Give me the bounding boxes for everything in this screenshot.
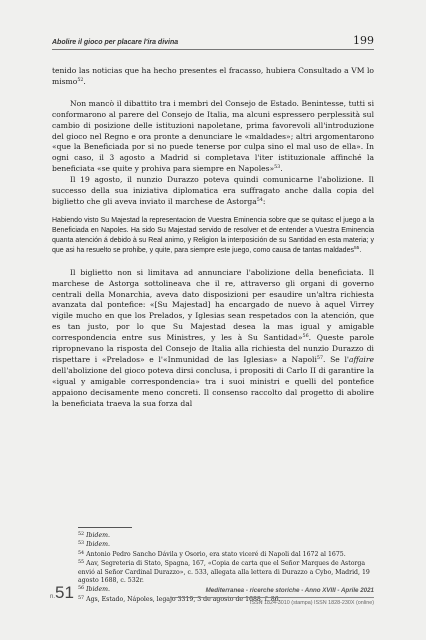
footnote: $^{55}$ Aav, Segreteria di Stato, Spagna, 167, «Copia de carta que el Señor Marques de Astorga envió al Señor Cardinal Durazzo», c. 533, allegata alla lettera di Durazzo a Cybo, Madrid, 19 agosto 1688, c. 532r.: [78, 560, 370, 585]
body-text: [52, 66, 374, 409]
running-head: [52, 34, 374, 47]
footnote-ref-57[interactable]: 57: [316, 355, 324, 361]
footnote-ref-54[interactable]: 54: [256, 197, 263, 203]
folio-prefix: n.: [50, 594, 56, 600]
footnote-ref-56[interactable]: 56: [302, 334, 309, 340]
footnote-ref-53[interactable]: 53: [274, 165, 281, 171]
journal-line: Mediterranea - ricerche storiche - Anno XVIII - Aprile 2021: [205, 587, 374, 594]
issue-number: 51: [55, 583, 74, 602]
issue-folio: [50, 583, 74, 603]
footnote: $^{57}$ Ags, Estado, Nápoles, legajo 3319, 3 de agosto de 1688, f. 86.: [78, 595, 281, 603]
paragraph-3: Il 19 agosto, il nunzio Durazzo poteva quindi comunicarne l'abolizione. Il successo della sua iniziativa diplomatica era suffragato anche dalla copia del biglietto che gli aveva inviato il marchese de Astorga$^{54}$:: [52, 175, 374, 206]
footer-rule: [170, 597, 374, 598]
footnote: $^{56}$ Ibidem.: [78, 586, 110, 594]
footnote-ref-55[interactable]: 55: [353, 246, 360, 252]
footnote: $^{54}$ Antonio Pedro Sancho Dávila y Osorio, era stato viceré di Napoli dal 1672 al 1675.: [78, 550, 346, 558]
footnote-rule: [78, 527, 132, 528]
paragraph-2: Non mancò il dibattito tra i membri del Consejo de Estado. Benintesse, tutti si conformarono al parere del Consejo de Italia, ma alcuni espressero perplessità sul cambio di posizione delle istituzioni napoletane, prima favorevoli all'introduzione del gioco nel Regno e ora pronte a denunciare le «maldades»; altri argomentarono «que la Beneficiada por si no puede tenerse por culpa sino el mal uso de ella». In ogni caso, il 3 agosto a Madrid si completava l'iter istituzionale affinché la beneficiata «se quite y prohiva para siempre en Napoles»$^{53}$.: [52, 98, 374, 174]
issn-line: ISSN 1824-3010 (stampa) ISSN 1828-230X (online): [249, 600, 374, 606]
running-title: Abolire il gioco per placare l'ira divina: [52, 39, 179, 46]
header-rule: [52, 49, 374, 50]
footnote: $^{52}$ Ibidem.: [78, 532, 110, 539]
paragraph-4: Il biglietto non si limitava ad annunciare l'abolizione della beneficiata. Il marchese de Astorga sottolineava che il re, attraverso gli organi di governo centrali della Monarchia, aveva dato disposizioni per esaudire un'altra richiesta avanzata dal pontefice: «[Su Majestad] ha encargado de nuevo à aquel Virrey vigile mucho en que los Prelados, y Iglesias sean respetados con la atención, que es tan justo, por lo que Su Majestad desea la mas igual y amigable correspondencia entre sus Ministres, y les à Su Santidad»$^{56}$. Queste parole ripropnevano la risposta del Consejo de Italia alla richiesta del nunzio Durazzo di rispettare i «Prelados» e l'«Inmunidad de las Iglesias» a Napoli$^{57}$. Se l'affaire dell'abolizione del gioco poteva dirsi conclusa, i propositi di Carlo II di garantire la «igual y amigable correspondencia» tra i suoi ministri e quelli del pontefice appaiono decisamente meno concreti. Il consenso raccolto dal progetto di abolire la beneficiata traeva la sua forza dal: [52, 267, 374, 408]
paragraph-1: tenido las noticias que ha hecho presentes el fracasso, hubiera Consultado a VM lo mismo$^{52}$.: [52, 66, 374, 86]
footnote-ref-52[interactable]: 52: [77, 77, 84, 83]
block-quote: Habiendo visto Su Majestad la representacion de Vuestra Eminencia sobre que se quitasc el juego a la Beneficiada en Napoles. Ha sido Su Majestad servido de resolver et de entender a Vuestra Eminencia quanta atención á debido à su Real animo, y Religion la interposición de su Santidad en esta materia; y que asi ha resuelto se prohibe, y quite, para siempre este juego, como causa de tantas maldades$^{55}$.: [52, 216, 374, 255]
page-number: 199: [353, 34, 374, 47]
footnote: $^{53}$ Ibidem.: [78, 541, 110, 549]
